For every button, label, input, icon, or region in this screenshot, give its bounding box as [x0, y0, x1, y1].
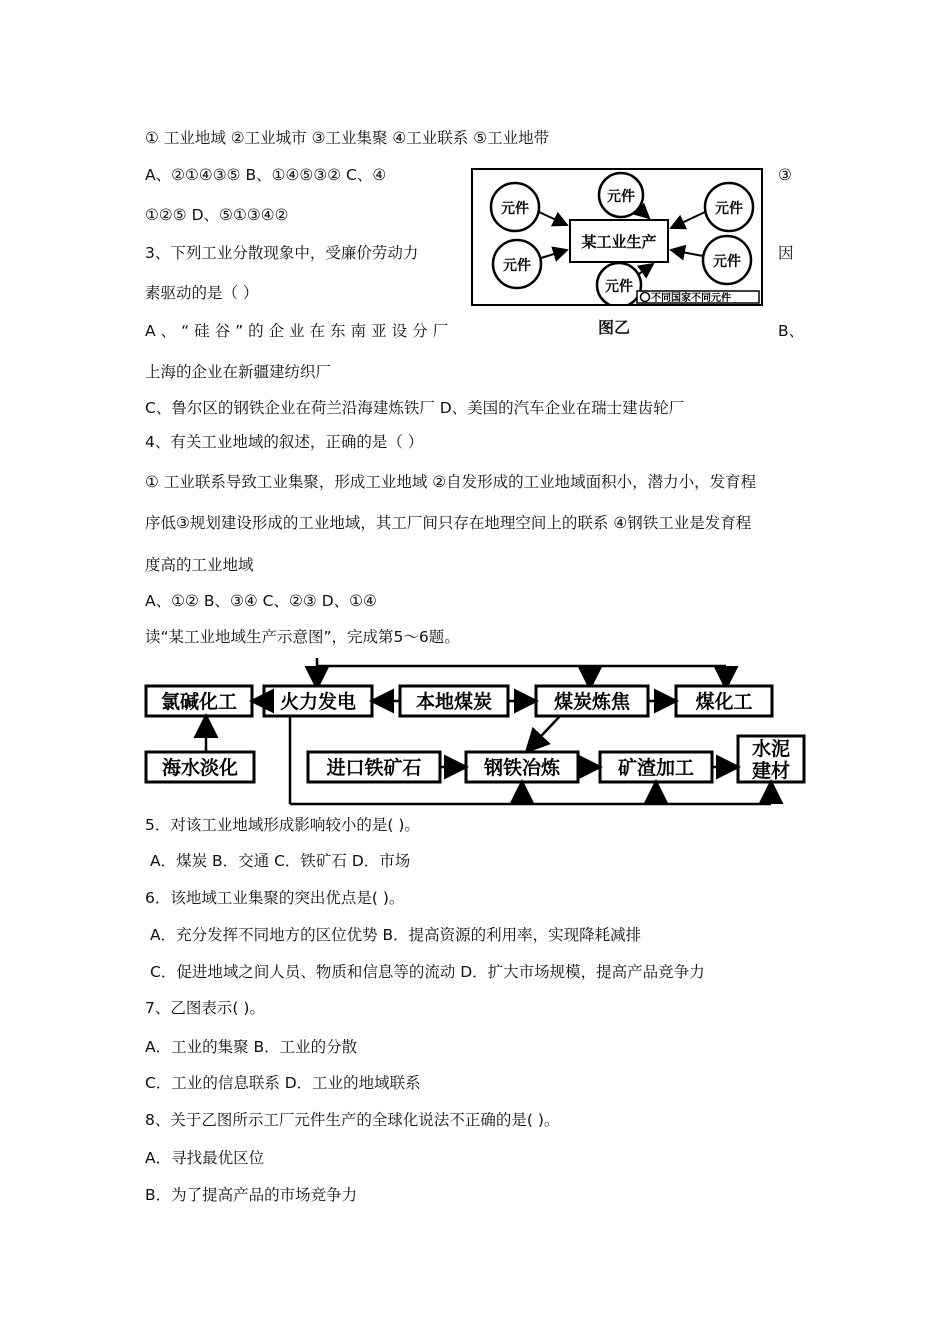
figure-yi-diagram	[473, 170, 761, 304]
q8-option-b: B．为了提高产品的市场竞争力	[145, 1186, 358, 1204]
svg-text:煤化工: 煤化工	[695, 691, 753, 713]
svg-text:元件: 元件	[715, 201, 743, 217]
svg-text:本地煤炭: 本地煤炭	[415, 691, 493, 713]
q7-stem: 7、乙图表示( )。	[145, 999, 265, 1017]
q6-options-ab: A．充分发挥不同地方的区位优势 B．提高资源的利用率，实现降耗减排	[150, 926, 642, 944]
box-coking	[536, 686, 648, 716]
box-steel-smelting	[466, 752, 578, 782]
q3-option-b-text: 上海的企业在新疆建纺织厂	[145, 363, 332, 381]
q4-statements-2: 序低③规划建设形成的工业地域，其工厂间只存在地理空间上的联系 ④钢铁工业是发育程	[145, 514, 752, 532]
q7-options-ab: A．工业的集聚 B．工业的分散	[145, 1038, 358, 1056]
q4-statements-1: ① 工业联系导致工业集聚，形成工业地域 ②自发形成的工业地域面积小，潜力小，发育程	[145, 473, 757, 491]
box-chlor-alkali	[146, 686, 252, 716]
industrial-region-flowchart	[140, 658, 820, 810]
component-top-right	[705, 183, 753, 231]
svg-text:煤炭炼焦: 煤炭炼焦	[553, 691, 631, 713]
svg-text:火力发电: 火力发电	[279, 691, 357, 713]
svg-text:海水淡化: 海水淡化	[161, 757, 239, 779]
svg-text:氯碱化工: 氯碱化工	[160, 691, 238, 713]
svg-text:矿渣加工: 矿渣加工	[617, 757, 695, 779]
q8-option-a: A．寻找最优区位	[145, 1149, 265, 1167]
q7-options-cd: C．工业的信息联系 D．工业的地域联系	[145, 1074, 421, 1092]
component-top-mid	[599, 173, 643, 217]
q3-options-cd: C、鲁尔区的钢铁企业在荷兰沿海建炼铁厂 D、美国的汽车企业在瑞士建齿轮厂	[145, 399, 685, 417]
q5-stem: 5．对该工业地域形成影响较小的是( )。	[145, 816, 420, 834]
q3-option-b-label: B、	[778, 322, 805, 340]
box-slag-processing	[600, 752, 712, 782]
svg-text:元件: 元件	[607, 189, 635, 205]
figure-yi-frame	[471, 168, 763, 306]
q4-statements-3: 度高的工业地域	[145, 556, 254, 574]
q3-stem-part3: 素驱动的是（ ）	[145, 284, 259, 302]
q6-stem: 6．该地域工业集聚的突出优点是( )。	[145, 889, 405, 907]
svg-text:水泥: 水泥	[751, 738, 791, 760]
svg-text:进口铁矿石: 进口铁矿石	[326, 757, 422, 779]
box-thermal-power	[264, 686, 372, 716]
q3-stem-part1: 3、下列工业分散现象中，受廉价劳动力	[145, 244, 419, 262]
q6-options-cd: C．促进地域之间人员、物质和信息等的流动 D．扩大市场规模，提高产品竞争力	[150, 963, 705, 981]
component-bottom-left	[493, 240, 541, 288]
q2-options-part2: ③	[778, 166, 792, 184]
q4-stem: 4、有关工业地域的叙述，正确的是（ ）	[145, 433, 424, 451]
question-options-list: ① 工业地域 ②工业城市 ③工业集聚 ④工业联系 ⑤工业地带	[145, 129, 550, 147]
center-label: 某工业生产	[581, 233, 657, 251]
component-top-left	[491, 183, 539, 231]
box-desalination	[146, 752, 254, 782]
component-bottom-mid	[597, 263, 641, 304]
legend-label: 不同国家不同元件	[651, 293, 731, 304]
q4-options: A、①② B、③④ C、②③ D、①④	[145, 592, 377, 610]
q5-options: A．煤炭 B．交通 C．铁矿石 D．市场	[150, 852, 411, 870]
figure-intro: 读“某工业地域生产示意图”，完成第5～6题。	[145, 628, 460, 646]
q3-stem-part2: 因	[778, 244, 794, 262]
q8-stem: 8、关于乙图所示工厂元件生产的全球化说法不正确的是( )。	[145, 1111, 560, 1129]
svg-text:建材: 建材	[751, 760, 791, 782]
svg-text:元件: 元件	[503, 258, 531, 274]
svg-text:元件: 元件	[501, 201, 529, 217]
box-local-coal	[400, 686, 508, 716]
svg-text:元件: 元件	[605, 279, 633, 295]
box-imported-ore	[308, 752, 440, 782]
box-cement-building	[738, 736, 804, 782]
q3-option-a: A、“硅谷”的企业在东南亚设分厂	[145, 322, 454, 340]
q2-options-part3: ①②⑤ D、⑤①③④②	[145, 206, 289, 224]
box-coal-chemical	[676, 686, 772, 716]
q2-options-part1: A、②①④③⑤ B、①④⑤③② C、④	[145, 166, 387, 184]
svg-text:钢铁冶炼: 钢铁冶炼	[483, 757, 561, 779]
figure-yi-caption: 图乙	[598, 318, 631, 337]
component-bottom-right	[703, 236, 751, 284]
svg-text:元件: 元件	[713, 254, 741, 270]
